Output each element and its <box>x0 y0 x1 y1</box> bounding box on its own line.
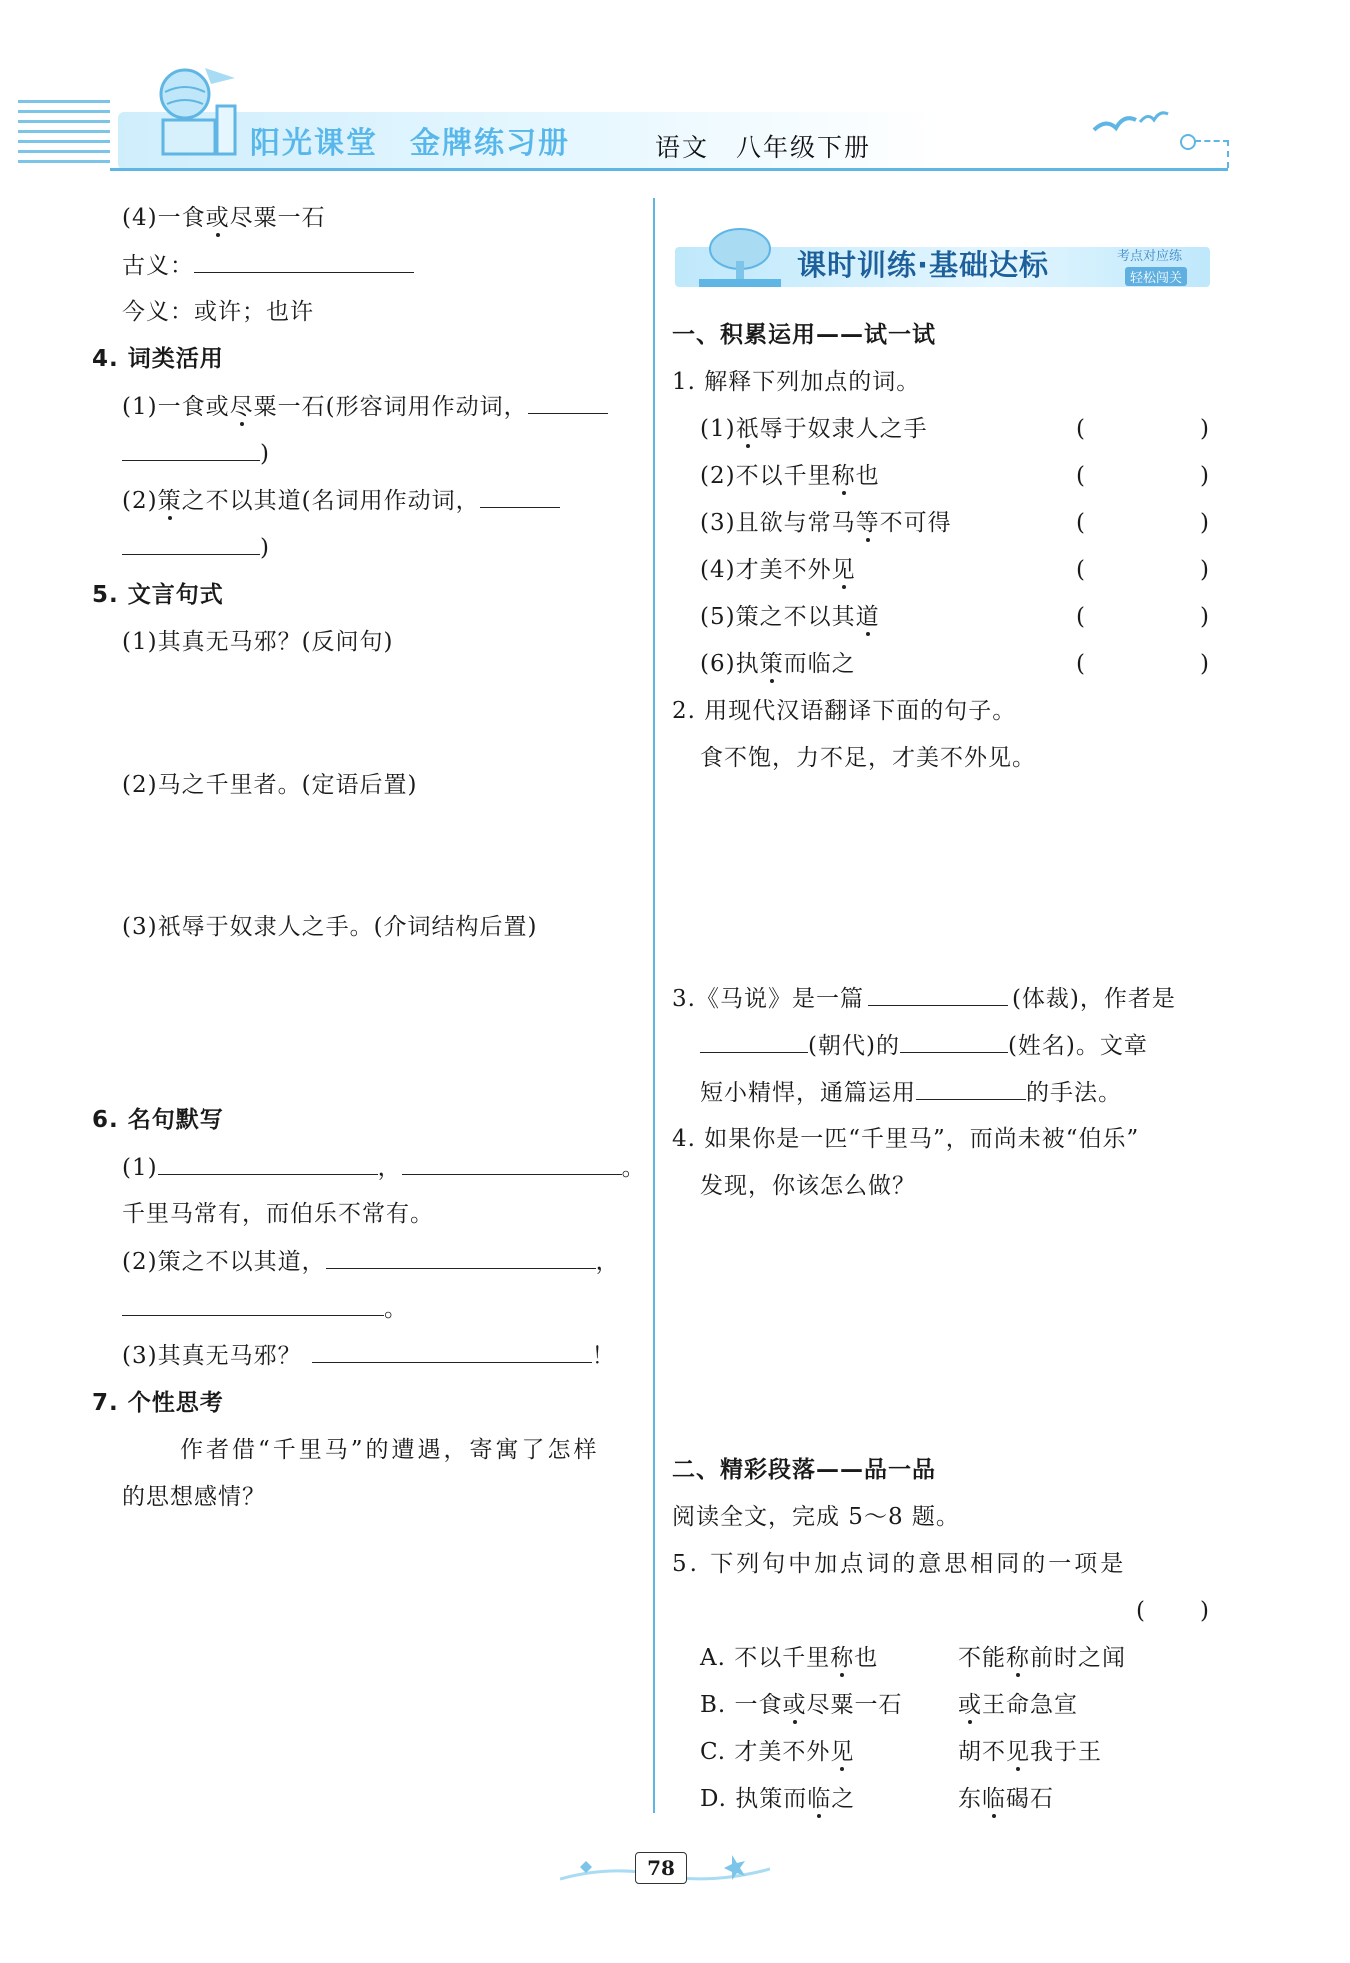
q6-3: (3)其真无马邪？ ！ <box>122 1340 616 1371</box>
q4-line1: 4. 如果你是一匹“千里马”，而尚未被“伯乐” <box>672 1126 1140 1152</box>
q3-4-guyi: 古义： <box>122 250 414 281</box>
section-banner <box>675 225 1210 291</box>
answer-blank[interactable] <box>122 1293 384 1316</box>
answer-blank[interactable] <box>326 1246 596 1269</box>
subject-grade: 语文 八年级下册 <box>655 133 872 162</box>
q6-2: (2)策之不以其道， ， <box>122 1246 620 1277</box>
answer-paren-open: ( <box>1076 510 1085 536</box>
q4-1: (1)一食或尽粟一石(形容词用作动词， <box>122 391 608 422</box>
q5-option-b: B. 一食或尽粟一石 <box>700 1692 903 1718</box>
q7-line1: 作者借“千里马”的遭遇，寄寓了怎样 <box>180 1437 600 1463</box>
answer-blank[interactable] <box>122 532 260 555</box>
answer-paren-close: ) <box>1200 1598 1209 1624</box>
answer-paren-close: ) <box>1200 510 1209 536</box>
q6-2-cont: 。 <box>122 1293 408 1324</box>
series-title: 阳光课堂 金牌练习册 <box>250 126 570 161</box>
header-dashed-corner <box>1195 140 1229 168</box>
answer-paren-open: ( <box>1076 557 1085 583</box>
q7-line2: 的思想感情？ <box>122 1484 266 1510</box>
q1-item-1: (1)祇辱于奴隶人之手 <box>700 416 928 442</box>
answer-blank[interactable] <box>700 1030 808 1053</box>
answer-blank[interactable] <box>480 485 560 508</box>
q5-option-b-pair: 或王命急宣 <box>958 1692 1078 1718</box>
q4-line2: 发现，你该怎么做？ <box>700 1173 916 1199</box>
q6-title: 6. 名句默写 <box>92 1107 224 1133</box>
q5-option-c: C. 才美不外见 <box>700 1739 855 1765</box>
q1-item-3: (3)且欲与常马等不可得 <box>700 510 952 536</box>
header-underline <box>110 168 1228 171</box>
answer-paren-open: ( <box>1076 463 1085 489</box>
header-dot <box>1180 134 1196 150</box>
q5-3: (3)祇辱于奴隶人之手。(介词结构后置) <box>122 914 538 940</box>
q3-line2: (朝代)的 (姓名)。文章 <box>700 1030 1148 1061</box>
answer-blank[interactable] <box>402 1152 622 1175</box>
page-number: 78 <box>635 1852 687 1884</box>
q3-4-label: (4)一食或尽粟一石 <box>122 205 326 231</box>
sec2-instruction: 阅读全文，完成 5～8 题。 <box>672 1504 960 1530</box>
q6-1-line2: 千里马常有，而伯乐不常有。 <box>122 1201 434 1227</box>
sec2-title: 二、精彩段落——品一品 <box>672 1457 936 1483</box>
q3-line3: 短小精悍，通篇运用 的手法。 <box>700 1077 1122 1108</box>
tree-icon <box>695 225 785 289</box>
answer-paren-open: ( <box>1076 604 1085 630</box>
q1-item-2: (2)不以千里称也 <box>700 463 880 489</box>
answer-paren-close: ) <box>1200 416 1209 442</box>
answer-blank[interactable] <box>158 1152 378 1175</box>
answer-paren-close: ) <box>1200 604 1209 630</box>
q5-title: 5. 文言句式 <box>92 582 224 608</box>
q6-1: (1) ， 。 <box>122 1152 646 1183</box>
answer-blank[interactable] <box>122 438 260 461</box>
banner-subtitle: 考点对应练 <box>1117 249 1183 264</box>
banner-title: 课时训练·基础达标 <box>797 248 1050 282</box>
q4-2: (2)策之不以其道(名词用作动词， <box>122 485 560 516</box>
answer-blank[interactable] <box>194 250 414 273</box>
answer-paren-close: ) <box>1200 557 1209 583</box>
answer-blank[interactable] <box>312 1340 592 1363</box>
q1-title: 1. 解释下列加点的词。 <box>672 369 921 395</box>
answer-paren-open: ( <box>1136 1598 1145 1624</box>
q5-option-c-pair: 胡不见我于王 <box>958 1739 1102 1765</box>
q5-option-d: D. 执策而临之 <box>700 1786 856 1812</box>
q4-2-cont: ) <box>122 532 270 563</box>
q5-2: (2)马之千里者。(定语后置) <box>122 772 418 798</box>
answer-paren-open: ( <box>1076 651 1085 677</box>
sec1-title: 一、积累运用——试一试 <box>672 322 936 348</box>
q1-item-4: (4)才美不外见 <box>700 557 856 583</box>
answer-paren-close: ) <box>1200 463 1209 489</box>
q3-4-jinyi: 今义：或许；也许 <box>122 299 314 325</box>
banner-badge: 轻松闯关 <box>1125 267 1187 286</box>
q4-1-cont: ) <box>122 438 270 469</box>
q5-option-a: A. 不以千里称也 <box>700 1645 879 1671</box>
q1-item-6: (6)执策而临之 <box>700 651 856 677</box>
q5-1: (1)其真无马邪？(反问句) <box>122 629 394 655</box>
answer-blank[interactable] <box>868 983 1008 1006</box>
answer-paren-open: ( <box>1076 416 1085 442</box>
q5-title: 5. 下列句中加点词的意思相同的一项是 <box>672 1551 1127 1577</box>
answer-blank[interactable] <box>528 391 608 414</box>
column-divider <box>653 198 655 1813</box>
answer-blank[interactable] <box>900 1030 1008 1053</box>
q5-option-a-pair: 不能称前时之闻 <box>958 1645 1126 1671</box>
q5-option-d-pair: 东临碣石 <box>958 1786 1054 1812</box>
answer-paren-close: ) <box>1200 651 1209 677</box>
q7-title: 7. 个性思考 <box>92 1390 224 1416</box>
globe-book-logo-icon <box>145 62 245 162</box>
q1-item-5: (5)策之不以其道 <box>700 604 880 630</box>
q4-title: 4. 词类活用 <box>92 346 224 372</box>
q2-sentence: 食不饱，力不足，才美不外见。 <box>700 745 1036 771</box>
answer-blank[interactable] <box>916 1077 1026 1100</box>
q2-title: 2. 用现代汉语翻译下面的句子。 <box>672 698 1017 724</box>
birds-icon <box>1090 100 1170 140</box>
q3-line1: 3.《马说》是一篇 (体裁)，作者是 <box>672 983 1176 1014</box>
